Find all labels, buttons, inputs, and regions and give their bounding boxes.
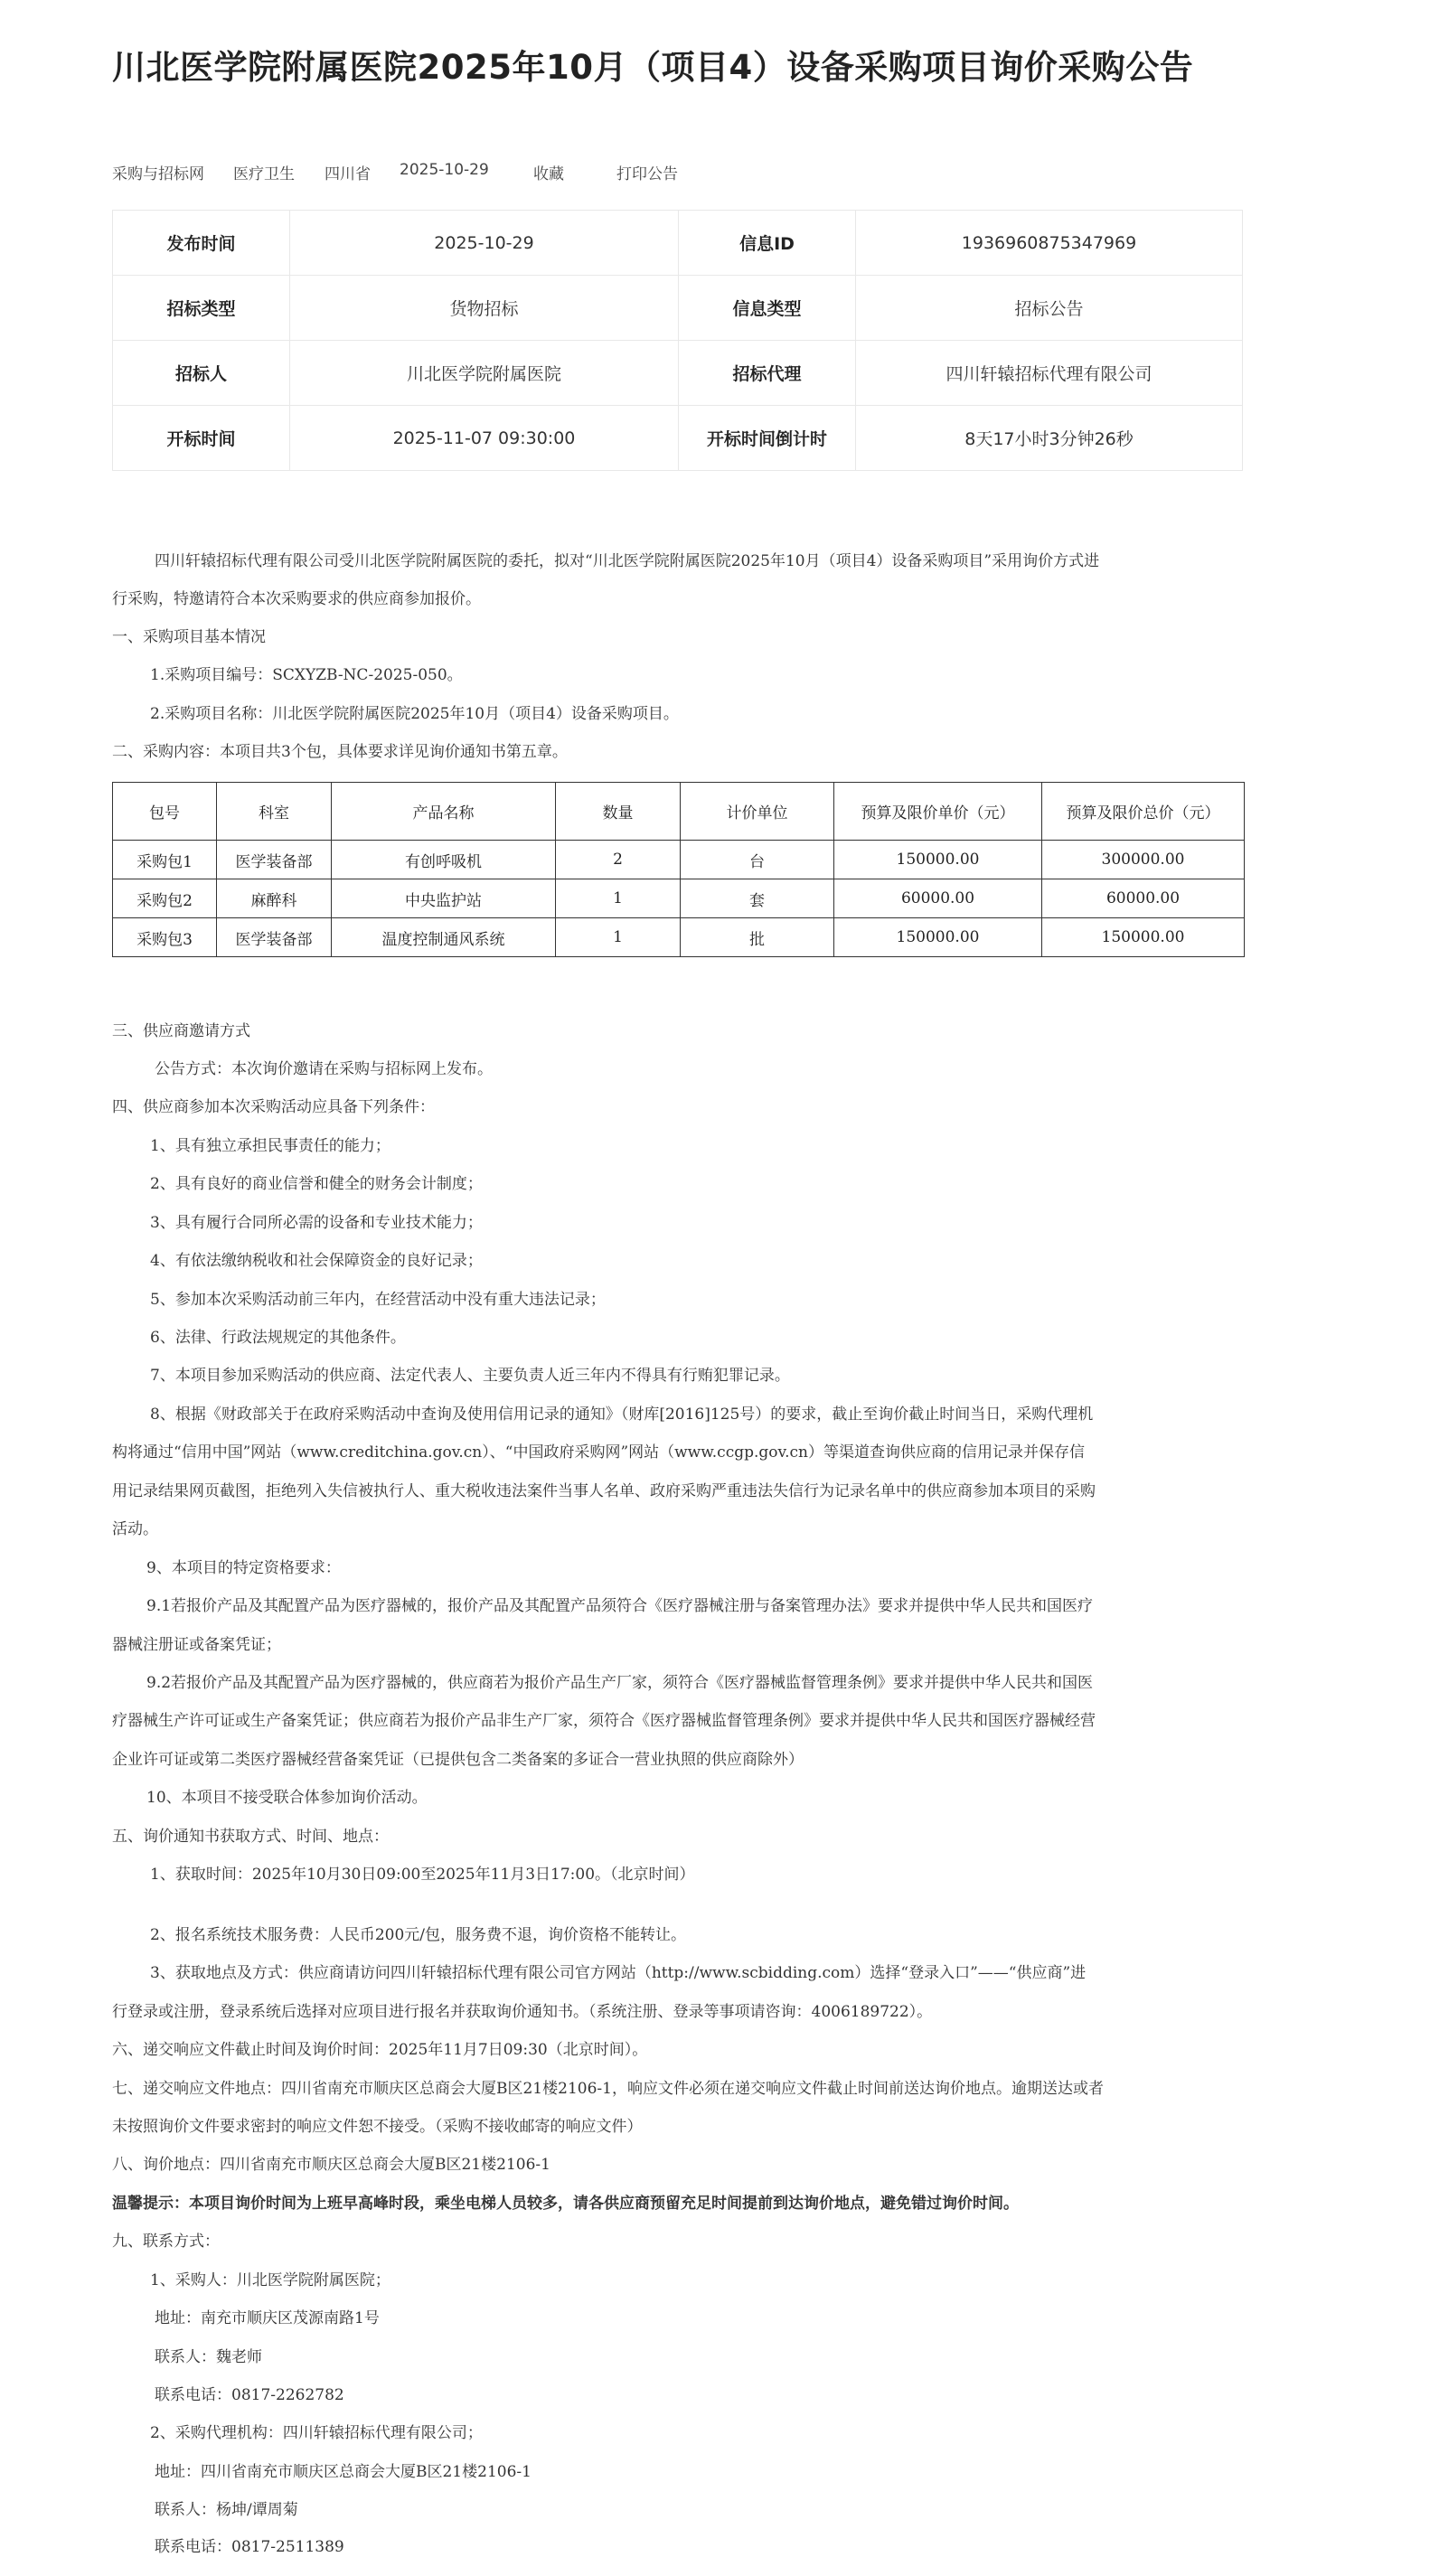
publish-time-label: 发布时间	[113, 211, 290, 276]
table-cell: 医学装备部	[217, 918, 332, 957]
table-cell: 150000.00	[834, 841, 1042, 879]
section-heading: 二、采购内容：本项目共3个包，具体要求详见询价通知书第五章。	[112, 743, 568, 761]
table-row	[113, 841, 1245, 879]
table-cell: 150000.00	[834, 918, 1042, 957]
table-cell: 1	[556, 918, 681, 957]
table-cell: 300000.00	[1042, 841, 1245, 879]
warm-tip: 温馨提示：本项目询价时间为上班早高峰时段，乘坐电梯人员较多，请各供应商预留充足时间提前到达询价地点，避免错过询价时间。	[112, 2195, 1019, 2213]
meta-industry[interactable]: 医疗卫生	[233, 165, 295, 183]
info-table	[112, 210, 1243, 471]
table-cell: 套	[681, 879, 834, 918]
column-header: 包号	[113, 783, 217, 841]
section-heading: 一、采购项目基本情况	[112, 628, 266, 646]
countdown-value: 8天17小时3分钟26秒	[856, 406, 1243, 471]
meta-region[interactable]: 四川省	[325, 165, 371, 183]
tenderer-label: 招标人	[113, 341, 290, 406]
list-item: 3、获取地点及方式：供应商请访问四川轩辕招标代理有限公司官方网站（http://www.scbidding.com）选择“登录入口”——“供应商”进	[150, 1964, 1087, 1982]
tenderer-value: 川北医学院附属医院	[290, 341, 679, 406]
contact-phone: 联系电话：0817-2262782	[155, 2386, 344, 2404]
contact-agency: 2、采购代理机构：四川轩辕招标代理有限公司；	[150, 2424, 483, 2442]
favorite-button[interactable]: 收藏	[533, 165, 564, 183]
table-cell: 2	[556, 841, 681, 879]
section-heading: 三、供应商邀请方式	[112, 1022, 250, 1040]
open-time-label: 开标时间	[113, 406, 290, 471]
info-id-label: 信息ID	[679, 211, 856, 276]
list-item: 9.2若报价产品及其配置产品为医疗器械的，供应商若为报价产品生产厂家，须符合《医疗器械监督管理条例》要求并提供中华人民共和国医	[146, 1674, 1094, 1692]
list-item: 9、本项目的特定资格要求：	[146, 1559, 341, 1577]
section-heading: 五、询价通知书获取方式、时间、地点：	[112, 1828, 389, 1846]
contact-purchaser: 1、采购人：川北医学院附属医院；	[150, 2271, 390, 2289]
publish-time-value: 2025-10-29	[290, 211, 679, 276]
table-cell: 台	[681, 841, 834, 879]
contact-person: 联系人：魏老师	[155, 2348, 262, 2366]
list-item-cont: 构将通过“信用中国”网站（www.creditchina.gov.cn）、“中国政府采购网”网站（www.ccgp.gov.cn）等渠道查询供应商的信用记录并保存信	[112, 1443, 1085, 1462]
print-button[interactable]: 打印公告	[616, 165, 678, 183]
list-item: 4、有依法缴纳税收和社会保障资金的良好记录；	[150, 1252, 483, 1270]
contact-address: 地址：四川省南充市顺庆区总商会大厦B区21楼2106-1	[155, 2463, 532, 2481]
table-cell: 150000.00	[1042, 918, 1245, 957]
column-header: 预算及限价单价（元）	[834, 783, 1042, 841]
paragraph: 公告方式：本次询价邀请在采购与招标网上发布。	[155, 1060, 493, 1078]
section-heading: 七、递交响应文件地点：四川省南充市顺庆区总商会大厦B区21楼2106-1，响应文件必须在递交响应文件截止时间前送达询价地点。逾期送达或者	[112, 2080, 1104, 2098]
list-item-cont: 器械注册证或备案凭证；	[112, 1636, 281, 1654]
list-item-cont: 行登录或注册，登录系统后选择对应项目进行报名并获取询价通知书。（系统注册、登录等事项请咨询：4006189722）。	[112, 2003, 933, 2021]
list-item: 1、具有独立承担民事责任的能力；	[150, 1137, 390, 1155]
list-item: 1、获取时间：2025年10月30日09:00至2025年11月3日17:00。（北京时间）	[150, 1866, 695, 1884]
paragraph: 2.采购项目名称：川北医学院附属医院2025年10月（项目4）设备采购项目。	[150, 705, 679, 723]
column-header: 产品名称	[332, 783, 556, 841]
column-header: 预算及限价总价（元）	[1042, 783, 1245, 841]
table-cell: 麻醉科	[217, 879, 332, 918]
bid-type-value: 货物招标	[290, 276, 679, 341]
list-item: 5、参加本次采购活动前三年内，在经营活动中没有重大违法记录；	[150, 1291, 606, 1309]
paragraph: 1.采购项目编号：SCXYZB-NC-2025-050。	[150, 666, 463, 684]
agent-label: 招标代理	[679, 341, 856, 406]
paragraph: 行采购，特邀请符合本次采购要求的供应商参加报价。	[112, 590, 481, 608]
bid-type-label: 招标类型	[113, 276, 290, 341]
countdown-label: 开标时间倒计时	[679, 406, 856, 471]
list-item: 6、法律、行政法规规定的其他条件。	[150, 1329, 406, 1347]
list-item: 10、本项目不接受联合体参加询价活动。	[146, 1789, 428, 1807]
list-item: 8、根据《财政部关于在政府采购活动中查询及使用信用记录的通知》（财库[2016]125号）的要求，截止至询价截止时间当日，采购代理机	[150, 1406, 1094, 1424]
table-cell: 1	[556, 879, 681, 918]
table-row	[113, 918, 1245, 957]
column-header: 科室	[217, 783, 332, 841]
table-cell: 60000.00	[834, 879, 1042, 918]
table-header-row	[113, 783, 1245, 841]
meta-date: 2025-10-29	[400, 161, 489, 179]
list-item-cont: 企业许可证或第二类医疗器械经营备案凭证（已提供包含二类备案的多证合一营业执照的供应商除外）	[112, 1751, 804, 1769]
column-header: 计价单位	[681, 783, 834, 841]
agent-value: 四川轩辕招标代理有限公司	[856, 341, 1243, 406]
info-type-value: 招标公告	[856, 276, 1243, 341]
table-cell: 采购包1	[113, 841, 217, 879]
list-item: 7、本项目参加采购活动的供应商、法定代表人、主要负责人近三年内不得具有行贿犯罪记录。	[150, 1367, 790, 1385]
table-cell: 采购包2	[113, 879, 217, 918]
list-item: 3、具有履行合同所必需的设备和专业技术能力；	[150, 1214, 483, 1232]
table-cell: 中央监护站	[332, 879, 556, 918]
table-cell: 温度控制通风系统	[332, 918, 556, 957]
table-cell: 采购包3	[113, 918, 217, 957]
page-title: 川北医学院附属医院2025年10月（项目4）设备采购项目询价采购公告	[112, 48, 1194, 87]
table-cell: 医学装备部	[217, 841, 332, 879]
section-heading: 八、询价地点：四川省南充市顺庆区总商会大厦B区21楼2106-1	[112, 2156, 550, 2174]
meta-source[interactable]: 采购与招标网	[112, 165, 204, 183]
list-item-cont: 用记录结果网页截图，拒绝列入失信被执行人、重大税收违法案件当事人名单、政府采购严重违法失信行为记录名单中的供应商参加本项目的采购	[112, 1482, 1096, 1500]
section-heading: 六、递交响应文件截止时间及询价时间：2025年11月7日09:30（北京时间）。	[112, 2041, 648, 2059]
table-cell: 批	[681, 918, 834, 957]
contact-address: 地址：南充市顺庆区茂源南路1号	[155, 2309, 380, 2327]
section-heading: 九、联系方式：	[112, 2233, 220, 2251]
list-item-cont: 疗器械生产许可证或生产备案凭证；供应商若为报价产品非生产厂家，须符合《医疗器械监督管理条例》要求并提供中华人民共和国医疗器械经营	[112, 1712, 1096, 1730]
column-header: 数量	[556, 783, 681, 841]
contact-phone: 联系电话：0817-2511389	[155, 2538, 344, 2556]
section-heading: 四、供应商参加本次采购活动应具备下列条件：	[112, 1098, 435, 1116]
table-cell: 60000.00	[1042, 879, 1245, 918]
paragraph: 四川轩辕招标代理有限公司受川北医学院附属医院的委托，拟对“川北医学院附属医院2025年10月（项目4）设备采购项目”采用询价方式进	[155, 552, 1100, 570]
list-item-cont: 活动。	[112, 1520, 158, 1538]
table-row	[113, 879, 1245, 918]
open-time-value: 2025-11-07 09:30:00	[290, 406, 679, 471]
product-table	[112, 782, 1245, 957]
list-item: 2、报名系统技术服务费：人民币200元/包，服务费不退，询价资格不能转让。	[150, 1926, 686, 1944]
info-type-label: 信息类型	[679, 276, 856, 341]
table-cell: 有创呼吸机	[332, 841, 556, 879]
info-id-value: 1936960875347969	[856, 211, 1243, 276]
contact-person: 联系人：杨坤/谭周菊	[155, 2501, 298, 2519]
list-item: 9.1若报价产品及其配置产品为医疗器械的，报价产品及其配置产品须符合《医疗器械注册与备案管理办法》要求并提供中华人民共和国医疗	[146, 1597, 1094, 1615]
list-item-cont: 未按照询价文件要求密封的响应文件恕不接受。（采购不接收邮寄的响应文件）	[112, 2118, 643, 2136]
list-item: 2、具有良好的商业信誉和健全的财务会计制度；	[150, 1175, 483, 1193]
